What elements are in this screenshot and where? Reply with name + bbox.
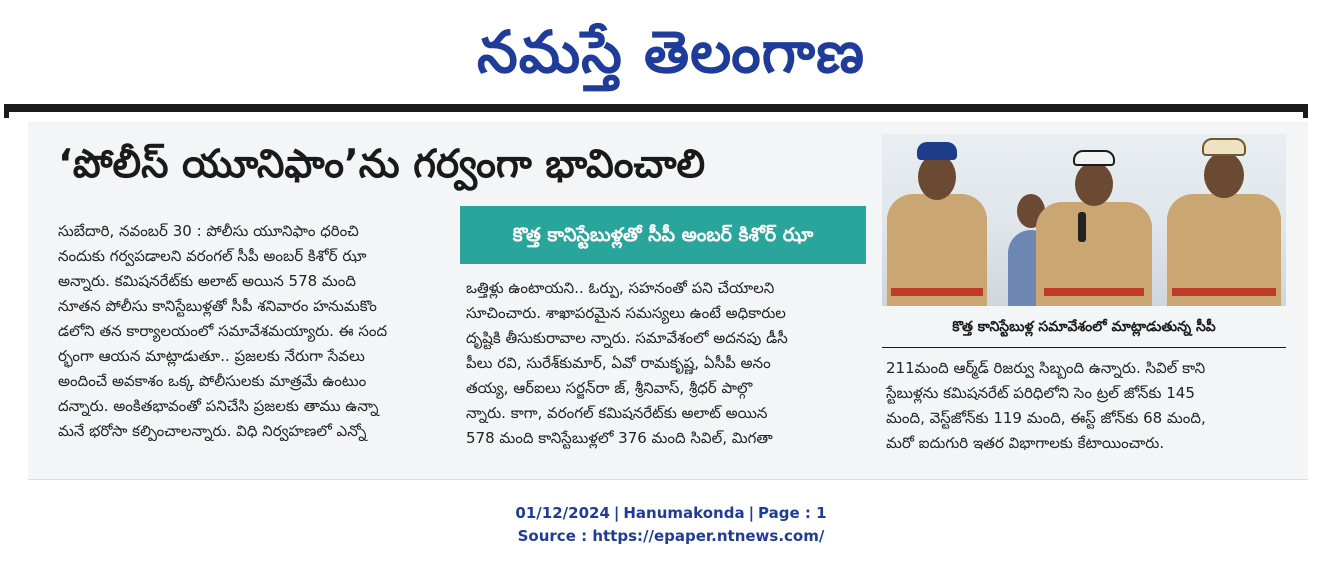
text-line: ఒత్తిళ్లు ఉంటాయని.. ఓర్పు, సహనంతో పని చేయాలని	[466, 279, 775, 297]
newspaper-logo: నమస్తే తెలంగాణ	[477, 18, 865, 86]
article-column-left	[58, 219, 448, 444]
footer-page: Page : 1	[758, 504, 827, 522]
article-headline: ‘పోలీస్ యూనిఫాం’ను గర్వంగా భావించాలి	[58, 142, 706, 187]
text-line: పీలు రవి, సురేశ్‌కుమార్, ఏవో రామకృష్ణ, ఏసీపీ అనం	[466, 354, 771, 372]
footer-source: Source : https://epaper.ntnews.com/	[517, 527, 825, 545]
footer-edition: Hanumakonda	[623, 504, 745, 522]
text-line: మనే భరోసా కల్పించాలన్నారు. విధి నిర్వహణలో ఎన్నో	[58, 422, 367, 440]
text-line: మరో ఐదుగురి ఇతర విభాగాలకు కేటాయించారు.	[886, 434, 1165, 452]
text-line: సూచించారు. శాఖాపరమైన సమస్యలు ఉంటే అధికారుల	[466, 304, 786, 322]
text-line: మంది, వెస్ట్‌జోన్‌కు 119 మంది, ఈస్ట్ జోన్‌కు 68 మంది,	[886, 409, 1206, 427]
photo-caption: కొత్త కానిస్టేబుళ్ల సమావేశంలో మాట్లాడుతున్న సీపీ	[882, 306, 1286, 348]
text-line: స్టేబుళ్లను కమిషనరేట్ పరిధిలోని సెం ట్రల్ జోన్‌కు 145	[886, 384, 1195, 402]
police-commissioner-speaking	[1032, 134, 1156, 306]
police-officer-right	[1164, 134, 1284, 306]
footer-date: 01/12/2024	[515, 504, 610, 522]
text-line: 578 మంది కానిస్టేబుళ్లలో 376 మంది సివిల్, మిగతా	[466, 429, 773, 447]
article-photo	[882, 134, 1286, 306]
masthead-divider	[4, 104, 1308, 112]
text-line: నూతన పోలీసు కానిస్టేబుళ్లతో సీపీ శనివారం హనుమకొం	[58, 297, 377, 315]
microphone-icon	[1078, 212, 1086, 242]
text-line: ర్భంగా ఆయన మాట్లాడుతూ.. ప్రజలకు నేరుగా సేవలు	[58, 347, 365, 365]
text-line: అందించే అవకాశం ఒక్క పోలీసులకు మాత్రమే ఉంటుం	[58, 372, 367, 390]
article-column-middle	[466, 276, 862, 451]
text-line: అన్నారు. కమిషనరేట్‌కు అలాట్ అయిన 578 మంది	[58, 272, 356, 290]
text-line: డలోని తన కార్యాలయంలో సమావేశమయ్యారు. ఈ సంద	[58, 322, 388, 340]
footer-edition-info: 01/12/2024 | Hanumakonda | Page : 1	[515, 504, 827, 522]
text-line: 211మంది ఆర్మ్‌డ్ రిజర్వు సిబ్బంది ఉన్నారు. సివిల్ కాని	[886, 359, 1206, 377]
text-line: నందుకు గర్వపడాలని వరంగల్ సీపీ అంబర్ కిశోర్ ఝా	[58, 247, 367, 265]
text-line: దన్నారు. అంకితభావంతో పనిచేసి ప్రజలకు తాము ఉన్నా	[58, 397, 379, 415]
text-line: న్నారు. కాగా, వరంగల్ కమిషనరేట్‌కు అలాట్ అయిన	[466, 404, 768, 422]
police-officer-left	[882, 134, 992, 306]
text-line: దృష్టికి తీసుకురావాల న్నారు. సమావేశంలో అదనపు డీసీ	[466, 329, 788, 347]
text-line: తయ్య, ఆర్‌ఐలు సర్జన్‌రా జ్, శ్రీనివాస్, శ్రీధర్ పాల్గొ	[466, 379, 753, 397]
article-column-right	[886, 356, 1288, 456]
text-line: సుబేదారి, నవంబర్ 30 : పోలీసు యూనిఫాం ధరించి	[58, 222, 359, 240]
masthead	[0, 0, 1342, 104]
article-subhead-banner: కొత్త కానిస్టేబుళ్లతో సీపీ అంబర్ కిశోర్ ఝా	[460, 206, 866, 264]
